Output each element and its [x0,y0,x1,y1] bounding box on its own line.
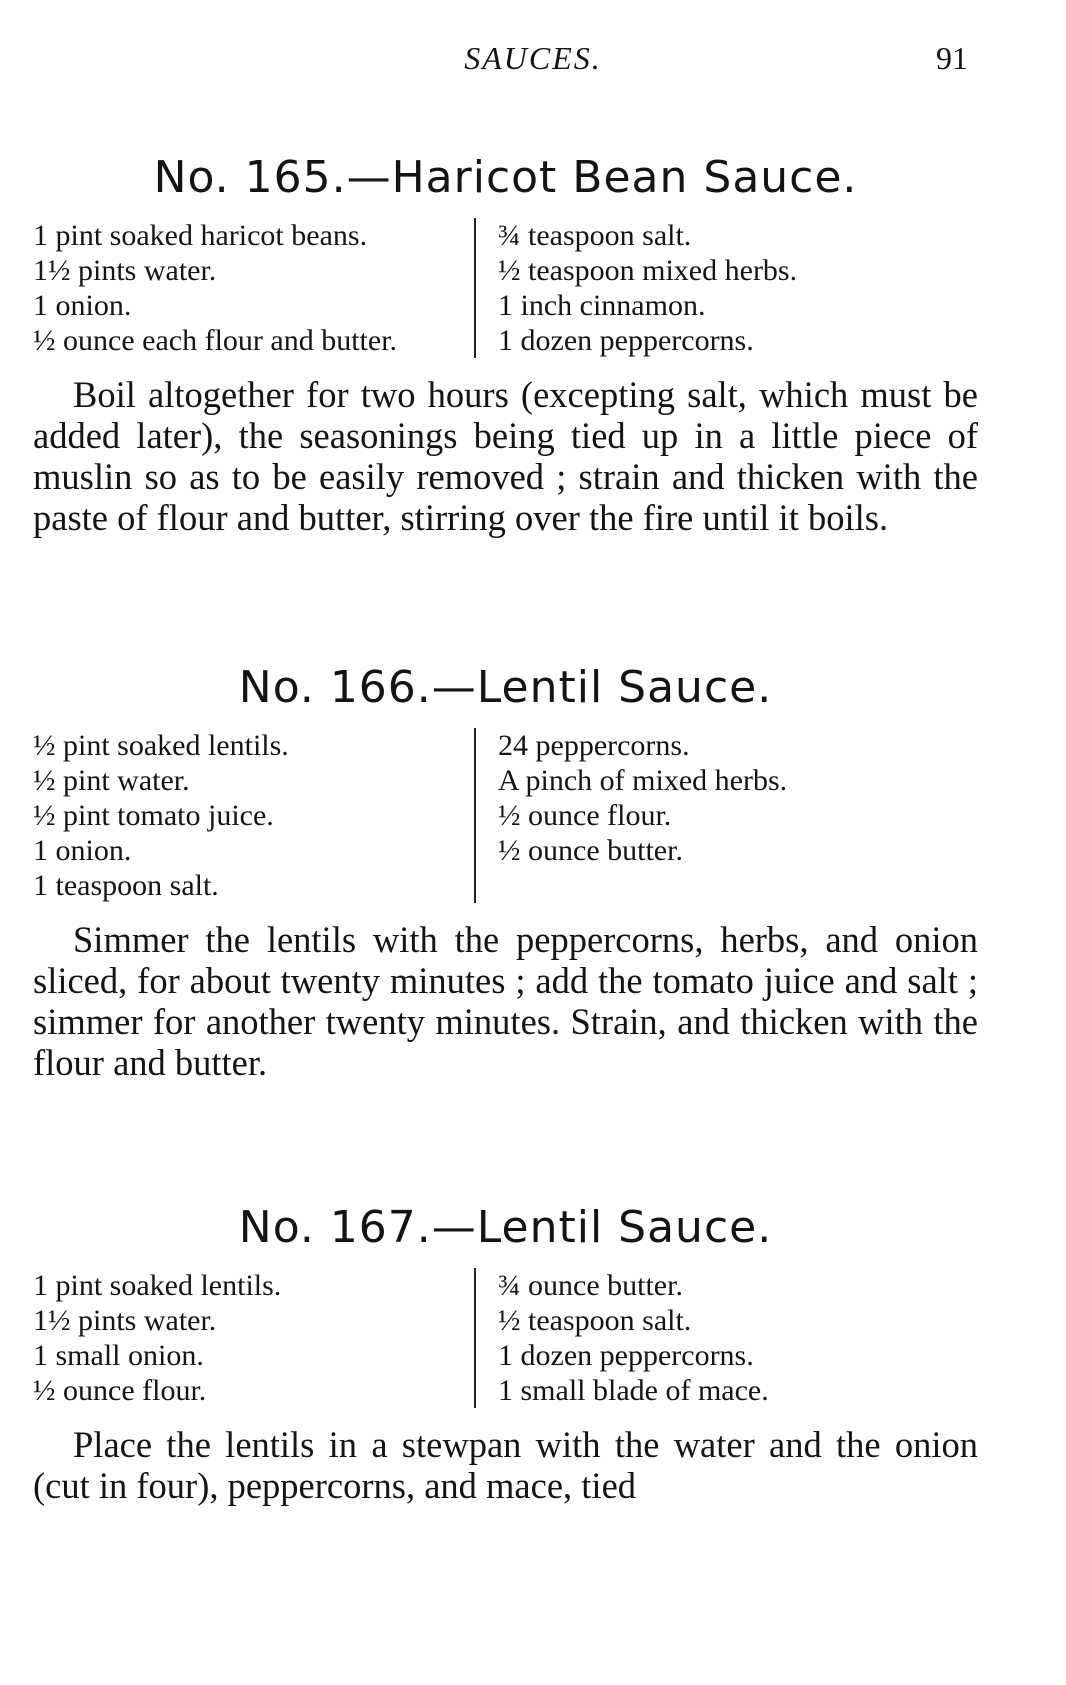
ingredient-item: 1 onion. [33,289,132,322]
ingredient-item: ½ ounce flour. [33,1374,207,1407]
ingredient-item: 1½ pints water. [33,254,217,287]
ingredients-list [33,728,978,903]
ingredients-left-column [33,1268,474,1408]
ingredient-item: 1½ pints water. [33,1304,217,1337]
recipe-title: No. 165.—Haricot Bean Sauce. [153,152,858,203]
ingredient-item: 1 onion. [33,834,132,867]
recipe-165 [33,150,978,538]
ingredient-item: ½ ounce each flour and butter. [33,324,398,357]
ingredient-item: 1 dozen peppercorns. [498,324,754,357]
ingredients-left-column [33,218,474,358]
ingredient-item: ½ pint soaked lentils. [33,729,289,762]
ingredient-item: 1 teaspoon salt. [33,869,219,902]
ingredient-item: ½ ounce butter. [498,834,683,867]
ingredient-item: ¾ ounce butter. [498,1269,683,1302]
page-header [0,40,1066,84]
ingredient-item: ½ ounce flour. [498,799,672,832]
ingredient-item: A pinch of mixed herbs. [498,764,788,797]
recipe-166 [33,660,978,1083]
ingredient-item: 1 pint soaked haricot beans. [33,219,368,252]
ingredient-item: ½ pint tomato juice. [33,799,274,832]
recipe-167 [33,1200,978,1506]
ingredient-item: 1 small blade of mace. [498,1374,769,1407]
ingredient-item: ½ teaspoon salt. [498,1304,692,1337]
ingredients-left-column [33,728,474,903]
ingredient-item: ½ pint water. [33,764,190,797]
ingredients-right-column [474,728,958,903]
ingredients-list [33,1268,978,1408]
ingredient-item: 24 peppercorns. [498,729,690,762]
method-paragraph: Simmer the lentils with the peppercorns, herbs, and onion sliced, for about twenty minutes ; add the tomato juice and salt ; simmer for another twenty minutes. Strain, and thicken with the flour and butter. [33,919,978,1083]
method-paragraph: Place the lentils in a stewpan with the water and the onion (cut in four), peppercorns, and mace, tied [33,1424,978,1506]
ingredient-item: 1 pint soaked lentils. [33,1269,282,1302]
recipe-title: No. 166.—Lentil Sauce. [238,662,773,713]
recipe-title: No. 167.—Lentil Sauce. [238,1202,773,1253]
ingredient-item: 1 dozen peppercorns. [498,1339,754,1372]
ingredient-item: ½ teaspoon mixed herbs. [498,254,798,287]
running-title: SAUCES. [464,40,602,76]
ingredients-list [33,218,978,358]
ingredient-item: 1 inch cinnamon. [498,289,706,322]
ingredients-right-column [474,1268,958,1408]
ingredients-right-column [474,218,958,358]
ingredient-item: 1 small onion. [33,1339,204,1372]
page-number: 91 [936,40,968,76]
method-paragraph: Boil altogether for two hours (excepting salt, which must be added later), the seasonings being tied up in a little piece of muslin so as to be easily removed ; strain and thicken with the paste of flour and butter, stirring over the fire until it boils. [33,374,978,538]
ingredient-item: ¾ teaspoon salt. [498,219,692,252]
